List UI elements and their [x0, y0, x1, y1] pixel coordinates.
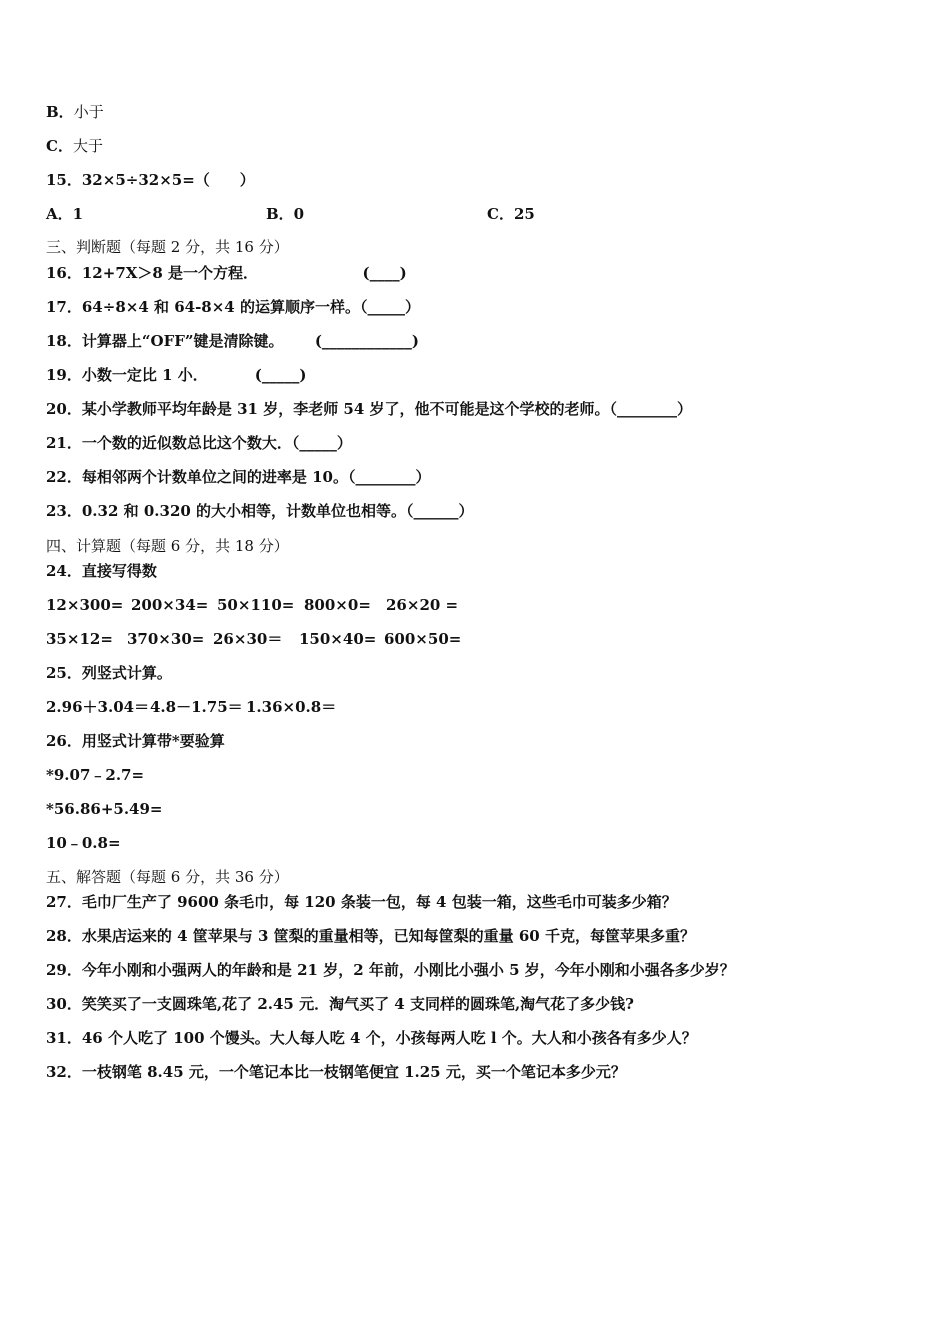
q24-expr: 200×34=: [131, 596, 209, 614]
q24-expr: 50×110=: [217, 596, 295, 614]
question-16: 16．12+7X＞8 是一个方程． (____): [46, 264, 407, 282]
question-15-option-a: A．1: [46, 205, 84, 223]
q26-expr: 10﹣0.8=: [46, 834, 121, 852]
option-c: C．大于: [46, 137, 103, 155]
question-32: 32．一枝钢笔 8.45 元，一个笔记本比一枝钢笔便宜 1.25 元，买一个笔记本多少元？: [46, 1063, 626, 1081]
q24-expr: 35×12=: [46, 630, 113, 648]
q24-expr: 800×0=: [304, 596, 371, 614]
question-29: 29．今年小刚和小强两人的年龄和是 21 岁，2 年前，小刚比小强小 5 岁，今年小刚和小强各多少岁？: [46, 961, 735, 979]
q24-expr: 370×30=: [127, 630, 205, 648]
q24-expr: 600×50=: [384, 630, 462, 648]
question-30: 30．笑笑买了一支圆珠笔,花了 2.45 元．淘气买了 4 支同样的圆珠笔,淘气花了多少钱?: [46, 995, 634, 1013]
q24-expr: 26×20 =: [386, 596, 459, 614]
option-b: B．小于: [46, 103, 104, 121]
q26-expr: *9.07﹣2.7=: [46, 766, 145, 784]
question-26-title: 26．用竖式计算带*要验算: [46, 732, 225, 750]
question-27: 27．毛巾厂生产了 9600 条毛巾，每 120 条装一包，每 4 包装一箱，这些毛巾可装多少箱？: [46, 893, 677, 911]
question-31: 31．46 个人吃了 100 个馒头。大人每人吃 4 个，小孩每两人吃 l 个。大人和小孩各有多少人？: [46, 1029, 697, 1047]
q25-expr: 2.96＋3.04＝: [46, 698, 150, 716]
question-21: 21．一个数的近似数总比这个数大．（_____）: [46, 434, 352, 452]
question-19: 19．小数一定比 1 小． (_____): [46, 366, 307, 384]
question-17: 17．64÷8×4 和 64-8×4 的运算顺序一样。（_____）: [46, 298, 420, 316]
question-22: 22．每相邻两个计数单位之间的进率是 10。（________）: [46, 468, 431, 486]
question-15-option-b: B．0: [266, 205, 305, 223]
question-15-option-c: C．25: [487, 205, 535, 223]
question-15-stem: 15．32×5÷32×5=（ ）: [46, 171, 255, 189]
q26-expr: *56.86+5.49=: [46, 800, 163, 818]
section-4-heading: 四、计算题（每题 6 分，共 18 分）: [46, 537, 289, 555]
q24-expr: 26×30＝: [213, 630, 283, 648]
question-23: 23．0.32 和 0.320 的大小相等，计数单位也相等。（______）: [46, 502, 474, 520]
question-18: 18．计算器上“OFF”键是清除键。 (____________): [46, 332, 420, 350]
question-28: 28．水果店运来的 4 筐苹果与 3 筐梨的重量相等，已知每筐梨的重量 60 千克，每筐苹果多重？: [46, 927, 695, 945]
question-20: 20．某小学教师平均年龄是 31 岁，李老师 54 岁了，他不可能是这个学校的老师。（________）: [46, 400, 693, 418]
q25-expr: 1.36×0.8＝: [246, 698, 337, 716]
question-24-title: 24．直接写得数: [46, 562, 157, 580]
q24-expr: 12×300=: [46, 596, 124, 614]
section-5-heading: 五、解答题（每题 6 分，共 36 分）: [46, 868, 289, 886]
section-3-heading: 三、判断题（每题 2 分，共 16 分）: [46, 238, 289, 256]
q24-expr: 150×40=: [299, 630, 377, 648]
question-25-title: 25．列竖式计算。: [46, 664, 172, 682]
q25-expr: 4.8－1.75＝: [150, 698, 243, 716]
